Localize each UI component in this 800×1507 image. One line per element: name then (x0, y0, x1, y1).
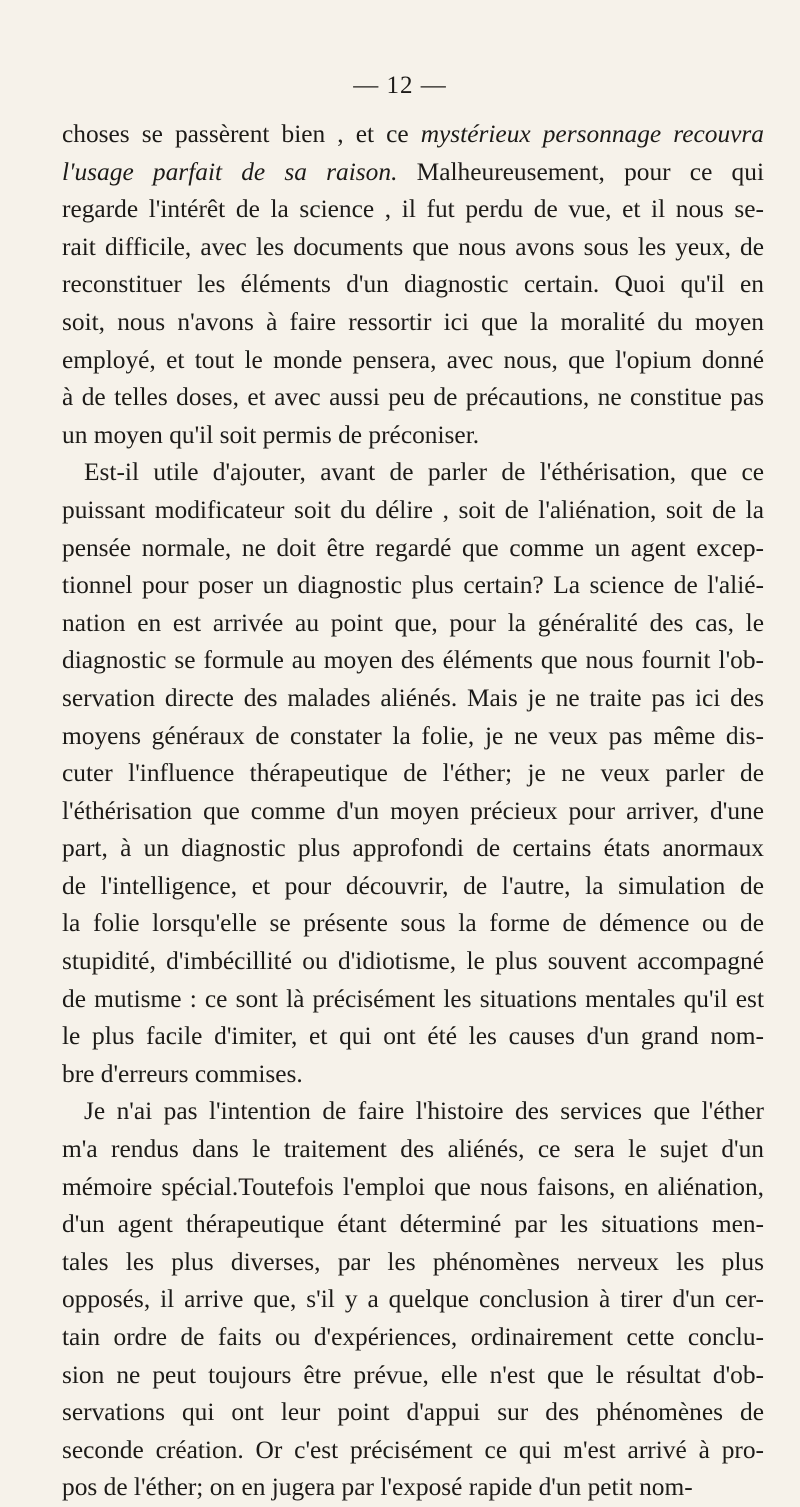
text-segment: de l'intelligence, et pour découvrir, de l'autre, la simulation de (62, 871, 764, 900)
text-line (62, 1432, 764, 1470)
text-line (62, 1056, 764, 1094)
text-line (62, 304, 764, 342)
text-segment: tales les plus diverses, par les phénomènes nerveux les plus (62, 1247, 764, 1276)
page-number: — 12 — (353, 72, 447, 99)
text-segment: Je n'ai pas l'intention de faire l'histoire des services que l'éther (84, 1097, 764, 1126)
text-line (62, 454, 764, 492)
text-line (62, 605, 764, 643)
text-line (62, 905, 764, 943)
text-segment: nation en est arrivée au point que, pour la généralité des cas, le (62, 608, 764, 637)
text-segment: l'éthérisation que comme d'un moyen précieux pour arriver, d'une (62, 796, 764, 825)
text-line (62, 191, 764, 229)
text-segment: moyens généraux de constater la folie, je ne veux pas même dis- (62, 721, 764, 750)
text-line (62, 1244, 764, 1282)
text-segment: de mutisme : ce sont là précisément les situations mentales qu'il est (62, 984, 764, 1013)
text-line (62, 229, 764, 267)
text-segment: seconde création. Or c'est précisément ce qui m'est arrivé à pro- (62, 1435, 764, 1464)
text-line (62, 1206, 764, 1244)
text-line (62, 718, 764, 756)
text-line (62, 793, 764, 831)
text-line (62, 1469, 764, 1507)
text-segment: mémoire spécial.Toutefois l'emploi que nous faisons, en aliénation, (62, 1172, 764, 1201)
text-segment: Est-il utile d'ajouter, avant de parler de l'éthérisation, que ce (84, 458, 764, 487)
text-segment: pos de l'éther; on en jugera par l'exposé rapide d'un petit nom- (62, 1473, 693, 1502)
paragraph (62, 1093, 764, 1507)
text-segment: diagnostic se formule au moyen des éléments que nous fournit l'ob- (62, 646, 764, 675)
text-line (62, 943, 764, 981)
text-line (62, 417, 764, 455)
text-segment: le plus facile d'imiter, et qui ont été les causes d'un grand nom- (62, 1022, 764, 1051)
text-segment: tionnel pour poser un diagnostic plus certain? La science de l'alié- (62, 571, 764, 600)
text-segment: la folie lorsqu'elle se présente sous la forme de démence ou de (62, 909, 764, 938)
text-line (62, 642, 764, 680)
text-segment: à de telles doses, et avec aussi peu de précautions, ne constitue pas (62, 383, 764, 412)
text-line (62, 1281, 764, 1319)
text-segment: un moyen qu'il soit permis de préconiser. (62, 420, 480, 449)
text-segment: soit, nous n'avons à faire ressortir ici que la moralité du moyen (62, 307, 764, 336)
text-line (62, 1319, 764, 1357)
text-segment: Malheureusement, pour ce qui (397, 157, 764, 186)
text-line (62, 1394, 764, 1432)
italic-text: mystérieux personnage recouvra (420, 120, 764, 148)
text-line (62, 755, 764, 793)
text-line (62, 567, 764, 605)
text-segment: d'un agent thérapeutique étant déterminé par les situations men- (62, 1210, 764, 1239)
text-segment: servations qui ont leur point d'appui sur des phénomènes de (62, 1398, 764, 1427)
text-line (62, 116, 764, 154)
text-segment: opposés, il arrive que, s'il y a quelque conclusion à tirer d'un cer- (62, 1285, 764, 1314)
text-line (62, 1018, 764, 1056)
paragraph (62, 116, 764, 454)
body-text (62, 116, 764, 1507)
text-line (62, 266, 764, 304)
text-line (62, 830, 764, 868)
text-line (62, 981, 764, 1019)
text-segment: choses se passèrent bien , et ce (62, 120, 421, 148)
text-line (62, 868, 764, 906)
text-segment: m'a rendus dans le traitement des aliénés, ce sera le sujet d'un (62, 1135, 764, 1164)
text-segment: cuter l'influence thérapeutique de l'éther; je ne veux parler de (62, 759, 764, 788)
text-segment: reconstituer les éléments d'un diagnostic certain. Quoi qu'il en (62, 270, 764, 299)
text-segment: stupidité, d'imbécillité ou d'idiotisme, le plus souvent accompagné (62, 947, 764, 976)
text-segment: regarde l'intérêt de la science , il fut perdu de vue, et il nous se- (62, 195, 764, 224)
italic-text: l'usage parfait de sa raison. (62, 157, 398, 186)
text-line (62, 680, 764, 718)
text-line (62, 1131, 764, 1169)
text-segment: pensée normale, ne doit être regardé que comme un agent excep- (62, 533, 764, 562)
text-line (62, 1093, 764, 1131)
text-line (62, 379, 764, 417)
text-line (62, 342, 764, 380)
text-segment: servation directe des malades aliénés. Mais je ne traite pas ici des (62, 683, 764, 712)
text-segment: part, à un diagnostic plus approfondi de certains états anormaux (62, 834, 764, 863)
text-segment: employé, et tout le monde pensera, avec nous, que l'opium donné (62, 345, 764, 374)
text-line (62, 530, 764, 568)
text-segment: bre d'erreurs commises. (62, 1059, 303, 1088)
text-line (62, 1169, 764, 1207)
text-line (62, 1357, 764, 1395)
text-line (62, 154, 764, 192)
text-segment: tain ordre de faits ou d'expériences, ordinairement cette conclu- (62, 1323, 764, 1351)
text-line (62, 492, 764, 530)
text-segment: puissant modificateur soit du délire , soit de l'aliénation, soit de la (62, 495, 764, 524)
text-segment: sion ne peut toujours être prévue, elle n'est que le résultat d'ob- (62, 1360, 764, 1389)
text-segment: rait difficile, avec les documents que nous avons sous les yeux, de (62, 232, 764, 261)
paragraph (62, 454, 764, 1093)
